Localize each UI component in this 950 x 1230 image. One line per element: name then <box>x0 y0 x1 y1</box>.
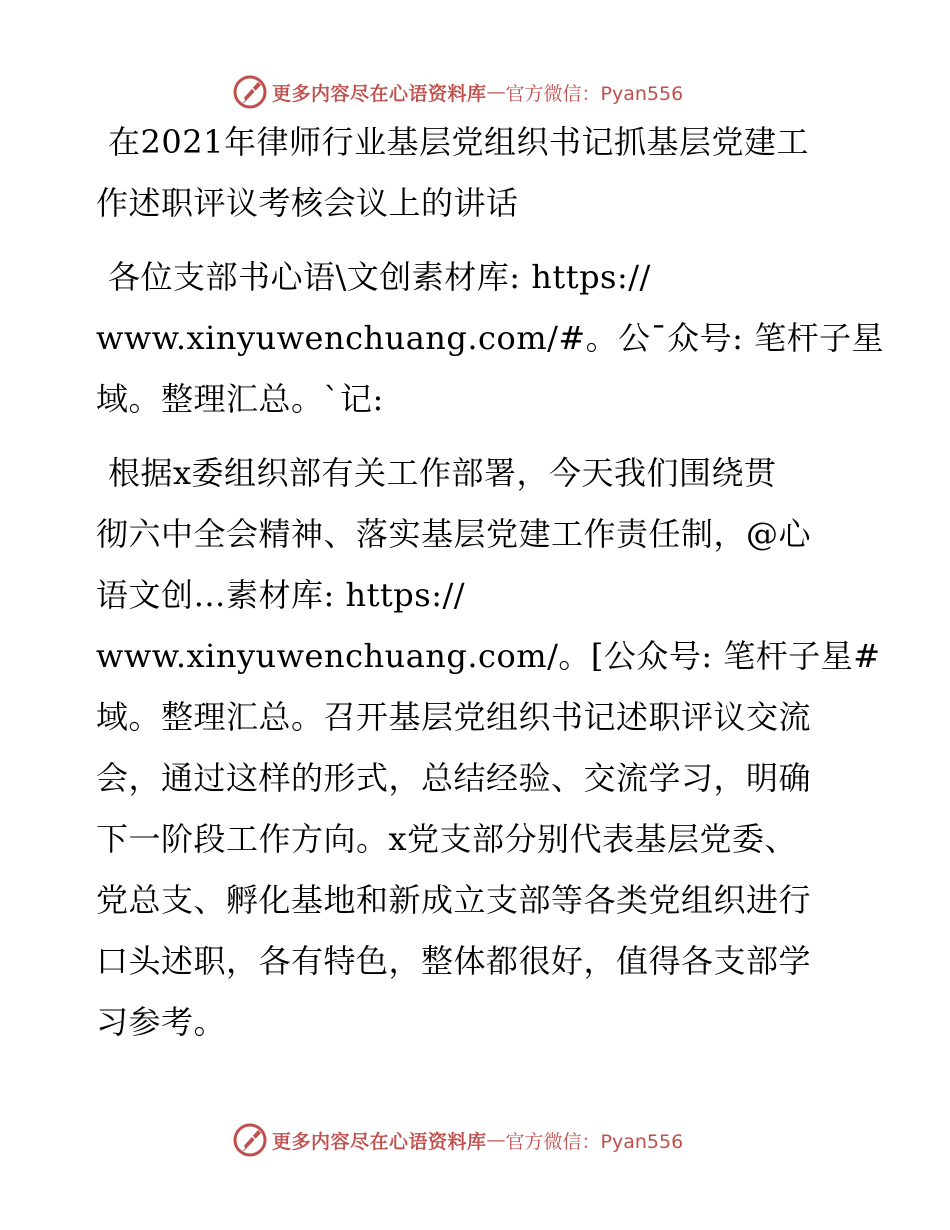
paragraph-line: 根据x委组织部有关工作部署，今天我们围绕贯 <box>108 454 777 492</box>
paragraph-line: 口头述职，各有特色，整体都很好，值得各支部学 <box>96 942 812 980</box>
quill-pen-logo-icon <box>232 74 268 110</box>
paragraph-line: 会，通过这样的形式，总结经验、交流学习，明确 <box>96 759 812 797</box>
watermark-dash: — <box>486 1129 506 1151</box>
footer-watermark <box>232 1120 732 1160</box>
greeting-line: 域。整理汇总。`记: <box>96 380 384 418</box>
paragraph-line: 下一阶段工作方向。x党支部分别代表基层党委、 <box>96 820 798 858</box>
paragraph-line: 域。整理汇总。召开基层党组织书记述职评议交流 <box>96 698 812 736</box>
watermark-wechat-text: 官方微信：Pyan556 <box>505 1130 684 1153</box>
watermark-dash: — <box>486 81 506 103</box>
watermark-wechat-text: 官方微信：Pyan556 <box>505 82 684 105</box>
watermark-lead-text: 更多内容尽在心语资料库 <box>272 82 487 105</box>
watermark-lead-text: 更多内容尽在心语资料库 <box>272 1130 487 1153</box>
paragraph-line: 党总支、孵化基地和新成立支部等各类党组织进行 <box>96 881 812 919</box>
header-watermark <box>232 72 732 112</box>
quill-pen-logo-icon <box>232 1122 268 1158</box>
paragraph-line: 习参考。 <box>96 1003 227 1041</box>
greeting-line: 各位支部书心语\文创素材库: https:// <box>108 258 651 296</box>
greeting-line: www.xinyuwenchuang.com/#。公¯众号: 笔杆子星 <box>96 319 885 357</box>
title-line: 在2021年律师行业基层党组织书记抓基层党建工 <box>108 123 809 161</box>
paragraph-line: www.xinyuwenchuang.com/。[公众号: 笔杆子星# <box>96 637 881 675</box>
paragraph-line: 彻六中全会精神、落实基层党建工作责任制，@心 <box>96 515 812 553</box>
title-line: 作述职评议考核会议上的讲话 <box>96 184 519 222</box>
document-body <box>96 122 885 1063</box>
paragraph-line: 语文创…素材库: https:// <box>96 576 466 614</box>
